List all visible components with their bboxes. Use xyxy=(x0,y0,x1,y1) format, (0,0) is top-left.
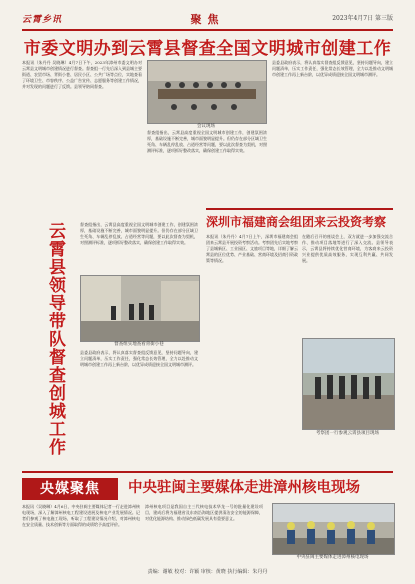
editor-footer: 责编：谢敏 校对：许颖 审核：黄晓 执行编辑：朱丹丹 xyxy=(147,569,268,575)
article3-text-mid: 漳州核电项目是我国自主三代核电技术华龙一号的批量化建设项目，建成后将为福建省及东南沿海地区提供清洁安全的能源保障，对优化能源结构、推动绿色低碳发展具有重要意义。 xyxy=(145,504,263,521)
masthead xyxy=(22,12,393,28)
investment-photo xyxy=(302,338,395,430)
article2-text-right: 在随后召开的座谈会上，双方就进一步加强交流合作、推动项目落地等进行了深入交流。县领导表示，云霄县将持续优化营商环境，为客商来云投资兴业提供优质高效服务，实现互利共赢、共同发展。 xyxy=(302,234,393,263)
nuclear-headline: 中央驻闽主要媒体走进漳州核电现场 xyxy=(128,479,360,496)
section-rule xyxy=(206,208,393,210)
section-tag: 央媒聚焦 xyxy=(22,478,118,500)
meeting-photo-caption: 会议现场 xyxy=(197,124,215,129)
inspection-photo xyxy=(80,275,200,342)
publication-info: 2023年4月7日 第三版 xyxy=(332,15,393,22)
article3-text-left: 本报讯（吴晓琳）4月6日，中央驻闽主要媒体记者一行走进漳州核电现场，深入了解漳州核电工程建设进展及核电产业发展情况。记者们参观了核电施工现场，听取了工程建设情况介绍，对漳州核电在安全质量、技术创新等方面取得的成绩给予高度评价。 xyxy=(22,504,140,527)
article1-text-right: 县委县政府表示，将认真落实督查组反馈意见，坚持问题导向，建立问题清单，压实工作责任，强化常态长效管理，全力以赴推动文明城市创建工作再上新台阶，以优异成绩迎接全国文明城市测评。 xyxy=(272,60,393,77)
article1-text-left: 本报讯（朱丹丹 吴晓琳）4月7日下午，2023年漳州市委文明办对云霄县文明城市创建情况进行督查。督查组一行先后深入到县城主要街道、农贸市场、背街小巷、居民小区、公共广场等点位，实地查看了环境卫生、市容秩序、公益广告宣传、志愿服务等创建工作情况，并对发现的问题进行了反馈。县领导陪同督查。 xyxy=(22,60,142,89)
vertical-headline: 云霄县领导带队督查创城工作 xyxy=(45,222,65,456)
article1-text-mid: 督查组指出，云霄县高度重视全国文明城市创建工作，创建氛围浓厚，基础设施不断完善，城市面貌明显提升。但仍存在部分区域卫生死角、车辆乱停乱放、占道经营等问题，要以此次督查为契机，对照测评标准，逐项抓好整改落实，确保创建工作取得实效。 xyxy=(147,130,267,153)
investment-headline: 深圳市福建商会组团来云投资考察 xyxy=(206,215,387,229)
nuclear-photo-caption: 中央驻闽主要媒体走进漳州核电现场 xyxy=(296,555,369,560)
inspection-photo-caption: 督查组实地查看背街小巷 xyxy=(114,342,164,347)
article2-text-left: 本报讯（朱丹丹）4月7日上午，深圳市福建商会组团来云霄县开展投资考察活动。考察团先后实地考察了县城新区、工业园区、文旅项目等地，详细了解云霄县的区位优势、产业基础、营商环境及招商引资政策等情况。 xyxy=(206,234,298,263)
bottom-section-rule xyxy=(22,471,393,473)
section-title: 聚焦 xyxy=(190,13,225,26)
main-headline: 市委文明办到云霄县督查全国文明城市创建工作 xyxy=(23,39,392,59)
creation-text-top: 督查组指出，云霄县高度重视全国文明城市创建工作，创建氛围浓厚，基础设施不断完善，城市面貌明显提升。但仍存在部分区域卫生死角、车辆乱停乱放、占道经营等问题，要以此次督查为契机，对照测评标准，逐项抓好整改落实，确保创建工作取得实效。 xyxy=(80,222,198,245)
nuclear-photo xyxy=(272,503,395,555)
creation-text-bottom: 县委县政府表示，将认真落实督查组反馈意见，坚持问题导向，建立问题清单，压实工作责任，强化常态长效管理，全力以赴推动文明城市创建工作再上新台阶，以优异成绩迎接全国文明城市测评。 xyxy=(80,350,198,367)
paper-name: 云霄乡讯 xyxy=(22,15,63,25)
masthead-rule xyxy=(22,29,393,31)
investment-photo-caption: 考察团一行参观云霄县项目现场 xyxy=(316,431,379,436)
meeting-photo xyxy=(147,60,267,124)
